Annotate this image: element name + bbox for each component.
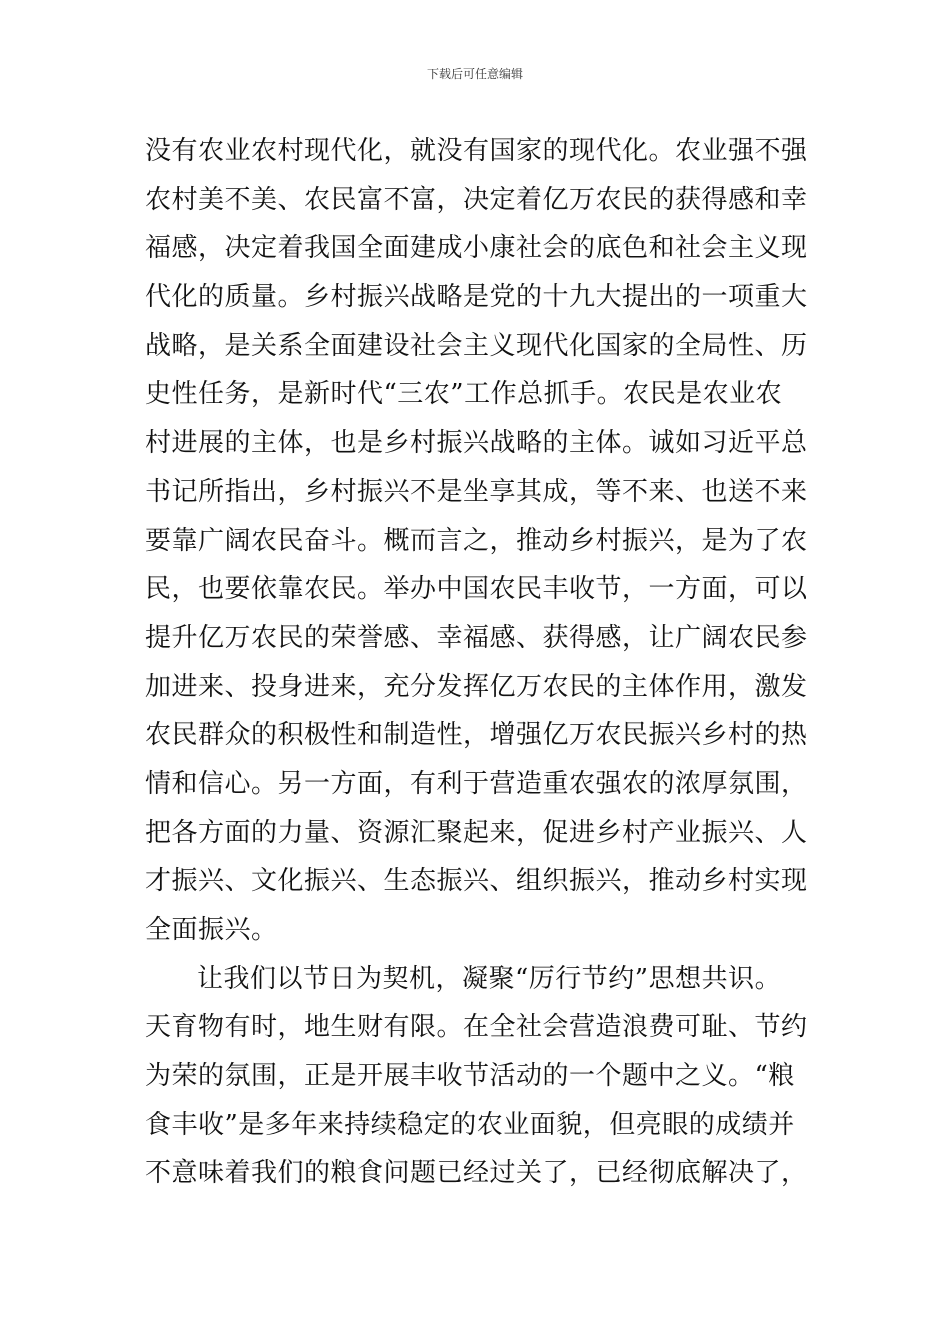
text-line: 农村美不美、农民富不富，决定着亿万农民的获得感和幸 xyxy=(145,184,808,215)
text-line: 才振兴、文化振兴、生态振兴、组织振兴，推动乡村实现 xyxy=(145,866,808,897)
text-line: 提升亿万农民的荣誉感、幸福感、获得感，让广阔农民参 xyxy=(145,622,808,653)
text-line: 情和信心。另一方面，有利于营造重农强农的浓厚氛围， xyxy=(145,768,808,799)
text-line: 全面振兴。 xyxy=(145,915,278,945)
text-line: 战略，是关系全面建设社会主义现代化国家的全局性、历 xyxy=(145,330,808,361)
text-line: 代化的质量。乡村振兴战略是党的十九大提出的一项重大 xyxy=(145,282,808,313)
paragraph-first-line: 让我们以节日为契机，凝聚“厉行节约”思想共识。 xyxy=(197,963,782,994)
text-line: 天育物有时，地生财有限。在全社会营造浪费可耻、节约 xyxy=(145,1012,808,1043)
text-line: 民，也要依靠农民。举办中国农民丰收节，一方面，可以 xyxy=(145,574,808,605)
text-line: 村进展的主体，也是乡村振兴战略的主体。诚如习近平总 xyxy=(145,428,808,459)
text-line: 不意味着我们的粮食问题已经过关了，已经彻底解决了， xyxy=(145,1158,808,1189)
text-line: 食丰收”是多年来持续稳定的农业面貌，但亮眼的成绩并 xyxy=(145,1109,795,1140)
text-line: 没有农业农村现代化，就没有国家的现代化。农业强不强 xyxy=(145,136,808,166)
text-line: 为荣的氛围，正是开展丰收节活动的一个题中之义。“粮 xyxy=(145,1061,795,1092)
text-line: 史性任务，是新时代“三农”工作总抓手。农民是农业农 xyxy=(145,379,783,410)
text-line: 加进来、投身进来，充分发挥亿万农民的主体作用，激发 xyxy=(145,671,808,702)
text-line: 书记所指出，乡村振兴不是坐享其成，等不来、也送不来 xyxy=(145,476,808,507)
document-body xyxy=(145,127,810,1198)
text-line: 农民群众的积极性和制造性，增强亿万农民振兴乡村的热 xyxy=(145,720,808,751)
text-line: 把各方面的力量、资源汇聚起来，促进乡村产业振兴、人 xyxy=(145,817,808,848)
text-line: 要靠广阔农民奋斗。概而言之，推动乡村振兴，是为了农 xyxy=(145,525,808,556)
page-header: 下载后可任意编辑 xyxy=(426,67,523,81)
text-line: 福感，决定着我国全面建成小康社会的底色和社会主义现 xyxy=(145,233,808,264)
